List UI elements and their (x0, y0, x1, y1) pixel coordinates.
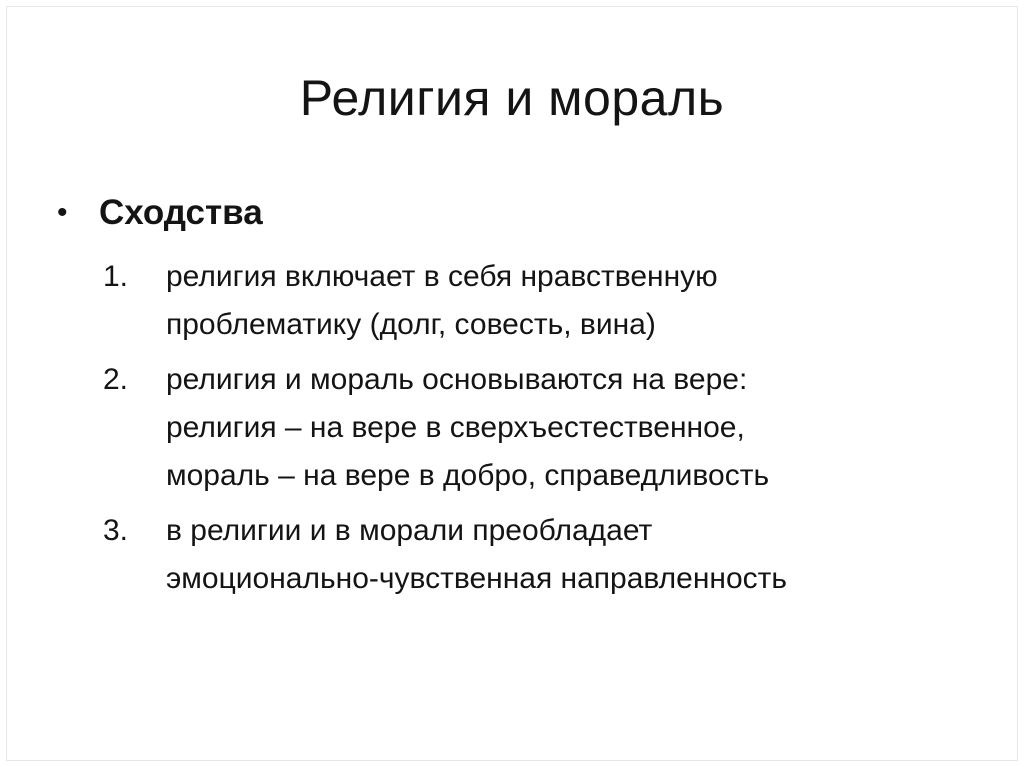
bullet-heading-row (57, 190, 263, 236)
list-item-number: 2. (103, 363, 129, 396)
numbered-list (103, 253, 1003, 610)
list-item (103, 507, 1003, 603)
bullet-icon: • (57, 196, 68, 229)
list-item-text (166, 507, 1003, 603)
list-item-line: религия и мораль основываются на вере: (166, 363, 748, 396)
list-item-line: религия – на вере в сверхъестественное, (166, 411, 745, 444)
list-item-line: мораль – на вере в добро, справедливость (166, 459, 770, 492)
slide-title: Религия и мораль (299, 70, 725, 126)
list-item (103, 356, 1003, 500)
list-item-text (166, 356, 1003, 500)
list-item-number: 3. (103, 514, 129, 547)
list-item-line: в религии и в морали преобладает (166, 514, 653, 547)
section-heading: Сходства (99, 193, 263, 232)
list-item-line: религия включает в себя нравственную (166, 260, 718, 293)
list-item-text (166, 253, 1003, 349)
list-item-number: 1. (103, 260, 129, 293)
list-item (103, 253, 1003, 349)
list-item-line: эмоционально-чувственная направленность (166, 562, 788, 595)
list-item-line: проблематику (долг, совесть, вина) (166, 308, 656, 341)
